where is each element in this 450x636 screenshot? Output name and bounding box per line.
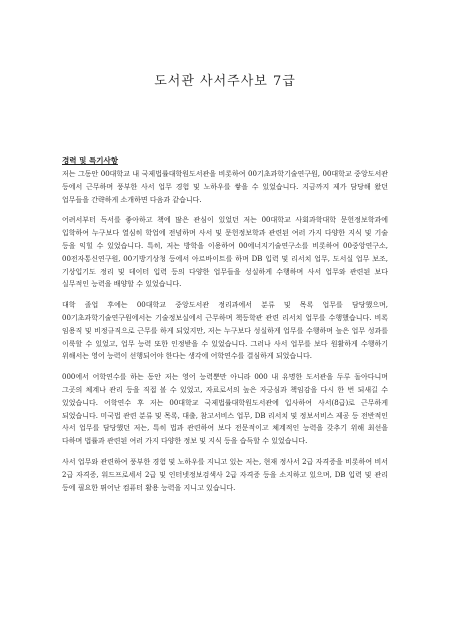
document-body xyxy=(62,155,388,502)
paragraph-4: 000에서 어학연수를 하는 동안 저는 영어 능력뿐만 아니라 000 내 유명한 도서관을 두루 돌아다니며 그곳의 체계나 관리 등을 직접 볼 수 있었고, 자료로서의 높은 자긍심과 책임감을 다시 한 번 되새길 수 있었습니다. 어학연수 후 저는 00대학교 국제법률대학원도서관에 입사하여 사서(8급)로 근무하게 되었습니다. 미국법 관련 분류 및 목록, 대출, 참고서비스 업무, DB 리서치 및 정보서비스 제공 등 전반적인 사서 업무를 담당했던 저는, 특히 법과 관련하여 보다 전문적이고 체계적인 능력을 갖추기 위해 최선을 다하며 법률과 관련된 여러 가지 다양한 정보 및 지식 등을 습득할 수 있었습니다. xyxy=(62,373,388,446)
paragraph-2: 어려서부터 독서를 좋아하고 책에 많은 관심이 있었던 저는 00대학교 사회과학대학 문헌정보학과에 입학하여 누구보다 열심히 학업에 전념하며 사서 및 문헌정보학과 관련된 여러 가지 다양한 지식 및 기술 등을 익힐 수 있었습니다. 특히, 저는 방학을 이용하여 00에너지기술연구소를 비롯하여 00중앙연구소, 00전자통신연구원, 00기방기상청 등에서 아르바이트를 하며 DB 입력 및 리서치 업무, 도서실 업무 보조, 기상입기도 정리 및 데이터 입력 등의 다양한 업무들을 성실하게 수행하며 사서 업무와 관련된 보다 실무적인 능력을 배양할 수 있었습니다. xyxy=(62,216,388,289)
paragraph-3: 대학 졸업 후에는 00대학교 중앙도서관 정리과에서 분류 및 목록 업무를 담당했으며, 00기초과학기술연구원에서는 기술정보실에서 근무하며 책등학관 관련 리서치 업무를 수행했습니다. 비록 임용직 및 비정규직으로 근무를 하게 되었지만, 저는 누구보다 성실하게 업무를 수행하며 높은 업무 성과를 이룩할 수 있었고, 업무 능력 또한 인정받을 수 있었습니다. 그러나 사서 업무를 보다 원활하게 수행하기 위해서는 영어 능력이 선행되어야 한다는 생각에 어학연수를 결심하게 되었습니다. xyxy=(62,301,388,361)
document-title: 도서관 사서주사보 7급 xyxy=(154,74,296,89)
paragraph-1: 저는 그동안 00대학교 내 국제법률대학원도서관을 비롯하여 00기초과학기술연구원, 00대학교 중앙도서관 등에서 근무하며 풍부한 사서 업무 경험 및 노하우를 쌓을 수 있었습니다. 지금까지 제가 담당해 왔던 업무들을 간략하게 소개하면 다음과 같습니다. xyxy=(62,170,388,204)
paragraph-5: 사서 업무와 관련하여 풍부한 경험 및 노하우를 지니고 있는 저는, 현재 정사서 2급 자격증을 비롯하여 비서 2급 자격증, 워드프로세서 2급 및 인터넷정보검색사 2급 자격증 등을 소지하고 있으며, DB 입력 및 관리 등에 필요한 뛰어난 컴퓨터 활용 능력을 지니고 있습니다. xyxy=(62,457,388,492)
section-heading: 경력 및 특기사항 xyxy=(62,156,118,165)
